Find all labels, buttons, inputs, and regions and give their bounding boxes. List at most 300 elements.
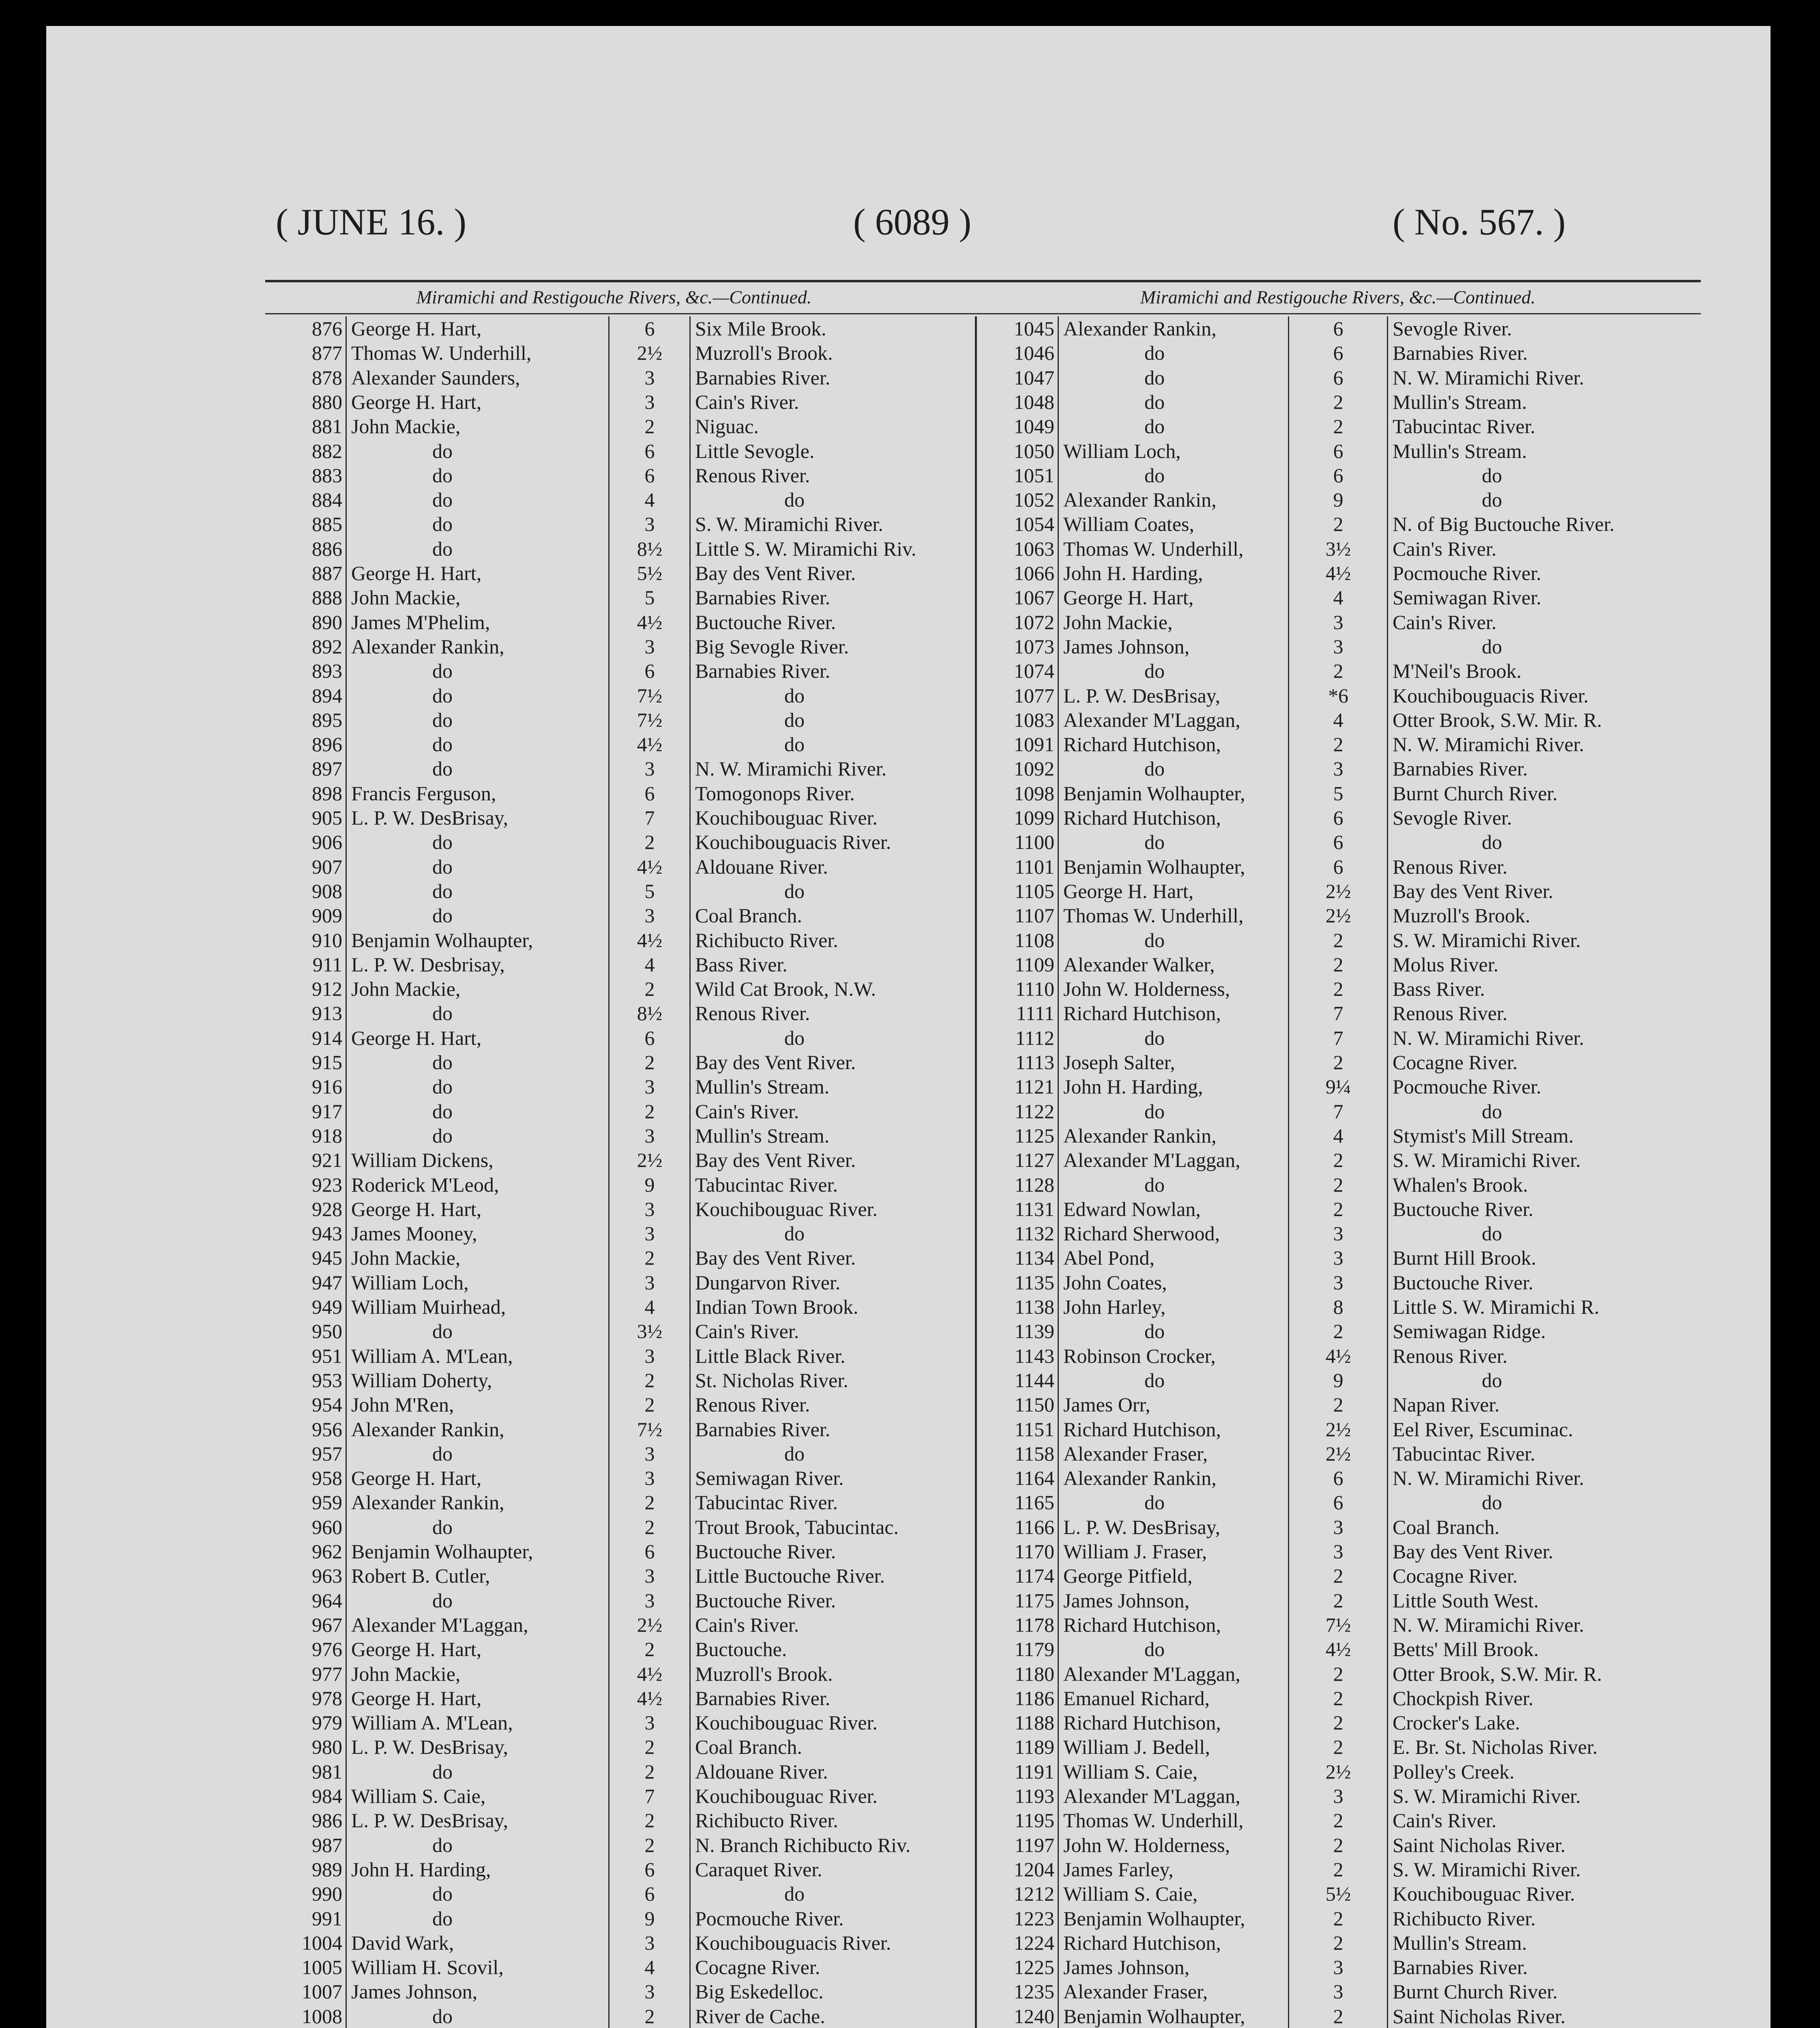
square-miles: 4: [644, 1956, 655, 1979]
berth-row: [979, 439, 1701, 463]
licensee-name: Alexander Rankin,: [351, 1491, 504, 1514]
berth-location: Napan River.: [1393, 1393, 1500, 1416]
berth-location: do: [1482, 1100, 1502, 1123]
square-miles: 3: [644, 904, 655, 927]
berth-number: 957: [312, 1442, 342, 1465]
licensee-name: do: [432, 1075, 453, 1098]
square-miles: 2: [644, 1809, 655, 1832]
berth-number: 1240: [1014, 2004, 1054, 2028]
square-miles: 3: [644, 1589, 655, 1612]
berth-number: 1175: [1014, 1589, 1054, 1612]
berth-location: N. W. Miramichi River.: [1393, 1467, 1584, 1490]
berth-row: [979, 659, 1701, 683]
berth-row: [265, 610, 987, 634]
berth-number: 1072: [1014, 610, 1054, 634]
berth-location: Muzroll's Brook.: [695, 342, 833, 365]
column-head-rule: [265, 313, 1701, 314]
berth-row: [265, 1270, 987, 1295]
berth-location: Burnt Church River.: [1393, 1980, 1558, 2003]
berth-location: Renous River.: [695, 464, 810, 487]
berth-row: [979, 830, 1701, 854]
square-miles: 5½: [1325, 1882, 1351, 1906]
berth-number: 1005: [302, 1956, 342, 1979]
berth-number: 1052: [1014, 488, 1054, 511]
licensee-name: John Mackie,: [351, 1662, 461, 1685]
berth-row: [265, 1759, 987, 1784]
square-miles: 6: [1333, 831, 1344, 854]
berth-number: 888: [312, 586, 342, 609]
licensee-name: Benjamin Wolhaupter,: [351, 928, 533, 952]
berth-location: Tabucintac River.: [695, 1173, 838, 1196]
berth-location: Mullin's Stream.: [695, 1124, 830, 1147]
berth-row: [265, 1466, 987, 1490]
berth-location: Barnabies River.: [1393, 1956, 1528, 1979]
berth-row: [265, 1124, 987, 1148]
berth-location: Muzroll's Brook.: [1393, 904, 1530, 927]
left-berth-table: [265, 316, 987, 2028]
square-miles: 2: [1333, 1662, 1344, 1685]
berth-row: [265, 537, 987, 561]
square-miles: 9: [1333, 1368, 1344, 1392]
square-miles: 4: [1333, 586, 1344, 609]
berth-row: [979, 512, 1701, 536]
square-miles: 8½: [637, 537, 663, 560]
square-miles: 2: [644, 1246, 655, 1270]
berth-location: St. Nicholas River.: [695, 1368, 848, 1392]
licensee-name: James Johnson,: [351, 1980, 478, 2003]
square-miles: 6: [1333, 317, 1344, 340]
licensee-name: George Pitfield,: [1063, 1564, 1193, 1588]
berth-row: [979, 365, 1701, 390]
berth-row: [979, 879, 1701, 903]
berth-location: E. Br. St. Nicholas River.: [1393, 1736, 1598, 1759]
berth-row: [979, 1368, 1701, 1392]
berth-row: [265, 488, 987, 512]
berth-number: 906: [312, 831, 342, 854]
licensee-name: do: [1144, 928, 1165, 952]
berth-row: [265, 903, 987, 928]
square-miles: 6: [644, 660, 655, 683]
berth-number: 1047: [1014, 366, 1054, 389]
berth-location: Niguac.: [695, 415, 759, 438]
berth-number: 914: [312, 1026, 342, 1049]
square-miles: 2: [1333, 1931, 1344, 1954]
square-miles: 7½: [637, 684, 663, 707]
square-miles: 2½: [1325, 1442, 1351, 1465]
berth-number: 1174: [1014, 1564, 1054, 1588]
berth-number: 897: [312, 757, 342, 780]
berth-number: 1212: [1014, 1882, 1054, 1906]
berth-location: Pocmouche River.: [1393, 562, 1541, 584]
berth-number: 1074: [1014, 660, 1054, 683]
berth-row: [265, 1099, 987, 1124]
berth-row: [265, 1295, 987, 1319]
square-miles: 6: [644, 1882, 655, 1906]
square-miles: 2: [644, 1393, 655, 1416]
berth-row: [265, 341, 987, 365]
berth-row: [979, 1099, 1701, 1124]
berth-number: 1139: [1014, 1320, 1054, 1343]
berth-row: [979, 585, 1701, 610]
berth-number: 953: [312, 1368, 342, 1392]
berth-location: Tomogonops River.: [695, 782, 855, 805]
square-miles: 8: [1333, 1295, 1344, 1318]
berth-location: Kouchibouguacis River.: [695, 831, 891, 854]
square-miles: 2: [1333, 977, 1344, 1001]
berth-location: Kouchibouguac River.: [695, 1197, 878, 1220]
berth-location: Bass River.: [695, 953, 788, 976]
berth-location: Renous River.: [695, 1002, 810, 1025]
berth-row: [979, 903, 1701, 928]
berth-number: 990: [312, 1882, 342, 1906]
berth-number: 1193: [1014, 1785, 1054, 1807]
berth-location: Tabucintac River.: [695, 1491, 838, 1514]
square-miles: 9¼: [1325, 1075, 1351, 1098]
square-miles: 2: [1333, 2004, 1344, 2028]
berth-number: 913: [312, 1002, 342, 1025]
berth-row: [265, 781, 987, 806]
square-miles: 9: [644, 1173, 655, 1196]
licensee-name: John Mackie,: [351, 977, 461, 1001]
berth-number: 1098: [1014, 782, 1054, 805]
square-miles: 4½: [637, 1662, 663, 1685]
berth-number: 884: [312, 488, 342, 511]
berth-location: do: [784, 708, 805, 731]
berth-location: Pocmouche River.: [1393, 1075, 1541, 1098]
square-miles: 6: [1333, 855, 1344, 878]
licensee-name: Alexander M'Laggan,: [1063, 1149, 1241, 1172]
berth-number: 1180: [1014, 1662, 1054, 1685]
berth-location: Indian Town Brook.: [695, 1295, 858, 1318]
berth-number: 928: [312, 1197, 342, 1220]
square-miles: 6: [1333, 806, 1344, 829]
berth-number: 1164: [1014, 1467, 1054, 1490]
licensee-name: James Johnson,: [1063, 635, 1190, 658]
licensee-name: do: [432, 733, 453, 756]
berth-row: [979, 1270, 1701, 1295]
berth-location: do: [1482, 464, 1502, 487]
square-miles: 4½: [1325, 562, 1351, 584]
berth-row: [265, 830, 987, 854]
berth-location: Stymist's Mill Stream.: [1393, 1124, 1574, 1147]
berth-location: do: [1482, 488, 1502, 511]
berth-row: [265, 1637, 987, 1661]
licensee-name: Thomas W. Underhill,: [351, 342, 532, 365]
square-miles: 3: [644, 757, 655, 780]
berth-row: [979, 634, 1701, 659]
berth-number: 890: [312, 610, 342, 634]
berth-row: [979, 806, 1701, 830]
berth-location: Sevogle River.: [1393, 317, 1512, 340]
berth-row: [265, 316, 987, 341]
berth-number: 1099: [1014, 806, 1054, 829]
berth-location: Mullin's Stream.: [695, 1075, 830, 1098]
licensee-name: Roderick M'Leod,: [351, 1173, 499, 1196]
licensee-name: Richard Hutchison,: [1063, 733, 1221, 756]
berth-number: 1063: [1014, 537, 1054, 560]
berth-number: 909: [312, 904, 342, 927]
berth-row: [979, 732, 1701, 756]
berth-row: [265, 1442, 987, 1466]
berth-location: Buctouche.: [695, 1638, 787, 1661]
berth-row: [979, 1857, 1701, 1882]
square-miles: 2: [644, 1736, 655, 1759]
berth-number: 962: [312, 1540, 342, 1563]
berth-location: Little Black River.: [695, 1344, 846, 1367]
berth-number: 1008: [302, 2004, 342, 2028]
square-miles: 6: [1333, 1467, 1344, 1490]
square-miles: 2: [644, 1100, 655, 1123]
berth-row: [265, 732, 987, 756]
licensee-name: William Loch,: [1063, 439, 1181, 462]
berth-row: [979, 1148, 1701, 1172]
square-miles: 2: [1333, 1809, 1344, 1832]
licensee-name: do: [432, 1833, 453, 1856]
square-miles: 3: [644, 366, 655, 389]
berth-location: Renous River.: [1393, 855, 1508, 878]
berth-row: [979, 928, 1701, 952]
licensee-name: Alexander Rankin,: [351, 1418, 504, 1441]
square-miles: 3: [1333, 1515, 1344, 1538]
berth-number: 1051: [1014, 464, 1054, 487]
berth-location: Six Mile Brook.: [695, 317, 826, 340]
licensee-name: William Dickens,: [351, 1149, 494, 1172]
licensee-name: Alexander M'Laggan,: [1063, 1662, 1241, 1685]
berth-number: 1131: [1014, 1197, 1054, 1220]
berth-location: S. W. Miramichi River.: [1393, 1785, 1581, 1807]
square-miles: *6: [1328, 684, 1348, 707]
berth-row: [979, 1319, 1701, 1343]
licensee-name: do: [1144, 1100, 1165, 1123]
berth-location: Richibucto River.: [695, 928, 838, 952]
licensee-name: James Mooney,: [351, 1222, 477, 1245]
berth-location: Pocmouche River.: [695, 1907, 844, 1930]
berth-location: do: [1482, 635, 1502, 658]
berth-number: 979: [312, 1711, 342, 1734]
square-miles: 2: [644, 1051, 655, 1074]
licensee-name: Richard Hutchison,: [1063, 1613, 1221, 1636]
licensee-name: James Johnson,: [1063, 1589, 1190, 1612]
berth-location: Barnabies River.: [695, 660, 831, 683]
berth-location: Barnabies River.: [695, 366, 831, 389]
berth-row: [265, 977, 987, 1001]
berth-number: 905: [312, 806, 342, 829]
berth-row: [979, 1637, 1701, 1661]
berth-row: [979, 781, 1701, 806]
berth-row: [265, 928, 987, 952]
licensee-name: do: [1144, 366, 1165, 389]
licensee-name: George H. Hart,: [351, 562, 482, 584]
berth-location: Renous River.: [1393, 1344, 1508, 1367]
berth-location: Mullin's Stream.: [1393, 390, 1527, 413]
berth-location: Cain's River.: [1393, 1809, 1497, 1832]
square-miles: 4½: [1325, 1638, 1351, 1661]
berth-location: Bay des Vent River.: [695, 1051, 856, 1074]
berth-location: Renous River.: [695, 1393, 810, 1416]
square-miles: 6: [644, 782, 655, 805]
square-miles: 2: [1333, 1858, 1344, 1881]
berth-number: 1125: [1014, 1124, 1054, 1147]
berth-row: [265, 1588, 987, 1613]
square-miles: 2: [644, 415, 655, 438]
berth-row: [265, 1979, 987, 2004]
berth-row: [979, 1759, 1701, 1784]
square-miles: 3: [644, 1222, 655, 1245]
berth-number: 986: [312, 1809, 342, 1832]
licensee-name: George H. Hart,: [1063, 879, 1194, 902]
berth-number: 898: [312, 782, 342, 805]
berth-number: 885: [312, 513, 342, 536]
berth-row: [979, 2004, 1701, 2028]
berth-row: [265, 683, 987, 708]
berth-location: Chockpish River.: [1393, 1686, 1534, 1710]
berth-location: do: [1482, 831, 1502, 854]
licensee-name: George H. Hart,: [351, 1686, 482, 1710]
berth-row: [979, 1050, 1701, 1074]
berth-number: 1191: [1014, 1760, 1054, 1783]
licensee-name: do: [432, 855, 453, 878]
square-miles: 6: [1333, 366, 1344, 389]
square-miles: 6: [644, 1540, 655, 1563]
berth-row: [979, 1246, 1701, 1270]
berth-number: 959: [312, 1491, 342, 1514]
licensee-name: L. P. W. DesBrisay,: [1063, 684, 1221, 707]
berth-number: 895: [312, 708, 342, 731]
berth-number: 943: [312, 1222, 342, 1245]
berth-number: 945: [312, 1246, 342, 1270]
berth-number: 984: [312, 1785, 342, 1807]
berth-location: Aldouane River.: [695, 1760, 828, 1783]
licensee-name: Benjamin Wolhaupter,: [1063, 855, 1245, 878]
berth-row: [265, 1857, 987, 1882]
licensee-name: do: [432, 513, 453, 536]
square-miles: 2: [1333, 1564, 1344, 1588]
berth-location: N. W. Miramichi River.: [1393, 733, 1584, 756]
berth-number: 960: [312, 1515, 342, 1538]
berth-row: [265, 1197, 987, 1221]
berth-location: Little South West.: [1393, 1589, 1539, 1612]
berth-number: 978: [312, 1686, 342, 1710]
berth-number: 1224: [1014, 1931, 1054, 1954]
licensee-name: John H. Harding,: [1063, 562, 1203, 584]
berth-row: [979, 1197, 1701, 1221]
licensee-name: John Mackie,: [351, 1246, 461, 1270]
licensee-name: do: [1144, 1026, 1165, 1049]
berth-row: [979, 316, 1701, 341]
licensee-name: William A. M'Lean,: [351, 1711, 513, 1734]
berth-location: do: [784, 1222, 805, 1245]
square-miles: 3: [644, 1980, 655, 2003]
berth-number: 1050: [1014, 439, 1054, 462]
berth-number: 1092: [1014, 757, 1054, 780]
berth-location: River de Cache.: [695, 2004, 825, 2028]
square-miles: 2½: [637, 1613, 663, 1636]
berth-number: 1045: [1014, 317, 1054, 340]
berth-row: [979, 561, 1701, 585]
square-miles: 4½: [637, 928, 663, 952]
square-miles: 3: [1333, 757, 1344, 780]
square-miles: 7½: [1325, 1613, 1351, 1636]
berth-number: 977: [312, 1662, 342, 1685]
berth-row: [265, 1906, 987, 1931]
square-miles: 2: [1333, 1686, 1344, 1710]
right-berth-table: [979, 316, 1701, 2028]
berth-number: 989: [312, 1858, 342, 1881]
berth-row: [265, 1833, 987, 1857]
square-miles: 7: [1333, 1002, 1344, 1025]
berth-row: [979, 708, 1701, 732]
licensee-name: Richard Hutchison,: [1063, 1418, 1221, 1441]
berth-number: 1127: [1014, 1149, 1054, 1172]
berth-location: Cain's River.: [1393, 537, 1497, 560]
square-miles: 3: [644, 1344, 655, 1367]
berth-number: 1188: [1014, 1711, 1054, 1734]
square-miles: 7: [644, 806, 655, 829]
berth-location: do: [784, 1882, 805, 1906]
square-miles: 3: [1333, 1540, 1344, 1563]
square-miles: 8½: [637, 1002, 663, 1025]
square-miles: 5½: [637, 562, 663, 584]
berth-number: 1143: [1014, 1344, 1054, 1367]
licensee-name: David Wark,: [351, 1931, 454, 1954]
berth-location: Barnabies River.: [1393, 342, 1528, 365]
licensee-name: do: [432, 464, 453, 487]
licensee-name: George H. Hart,: [351, 1638, 482, 1661]
licensee-name: Joseph Salter,: [1063, 1051, 1175, 1074]
berth-row: [979, 414, 1701, 438]
berth-row: [265, 855, 987, 879]
berth-location: N. W. Miramichi River.: [1393, 1026, 1584, 1049]
berth-row: [265, 659, 987, 683]
square-miles: 2: [1333, 1736, 1344, 1759]
berth-location: Molus River.: [1393, 953, 1499, 976]
berth-row: [979, 1686, 1701, 1710]
licensee-name: William J. Fraser,: [1063, 1540, 1207, 1563]
square-miles: 3: [1333, 1980, 1344, 2003]
licensee-name: Richard Hutchison,: [1063, 1931, 1221, 1954]
berth-number: 893: [312, 660, 342, 683]
square-miles: 7: [644, 1785, 655, 1807]
berth-row: [265, 1515, 987, 1539]
square-miles: 2½: [637, 1149, 663, 1172]
square-miles: 2: [1333, 1393, 1344, 1416]
square-miles: 3: [1333, 1222, 1344, 1245]
square-miles: 4½: [1325, 1344, 1351, 1367]
berth-row: [265, 1539, 987, 1564]
berth-location: N. W. Miramichi River.: [695, 757, 887, 780]
licensee-name: Benjamin Wolhaupter,: [1063, 2004, 1245, 2028]
berth-number: 907: [312, 855, 342, 878]
square-miles: 3: [644, 1467, 655, 1490]
square-miles: 4½: [637, 855, 663, 878]
berth-row: [265, 390, 987, 414]
berth-row: [979, 1466, 1701, 1490]
berth-row: [979, 1442, 1701, 1466]
licensee-name: John Harley,: [1063, 1295, 1166, 1318]
berth-location: Muzroll's Brook.: [695, 1662, 833, 1685]
berth-row: [265, 1392, 987, 1417]
berth-number: 1049: [1014, 415, 1054, 438]
berth-row: [265, 1490, 987, 1515]
square-miles: 4½: [637, 733, 663, 756]
berth-number: 894: [312, 684, 342, 707]
berth-location: Betts' Mill Brook.: [1393, 1638, 1539, 1661]
licensee-name: Alexander M'Laggan,: [351, 1613, 528, 1636]
berth-number: 882: [312, 439, 342, 462]
berth-number: 964: [312, 1589, 342, 1612]
berth-location: Richibucto River.: [1393, 1907, 1536, 1930]
licensee-name: William S. Caie,: [1063, 1882, 1198, 1906]
